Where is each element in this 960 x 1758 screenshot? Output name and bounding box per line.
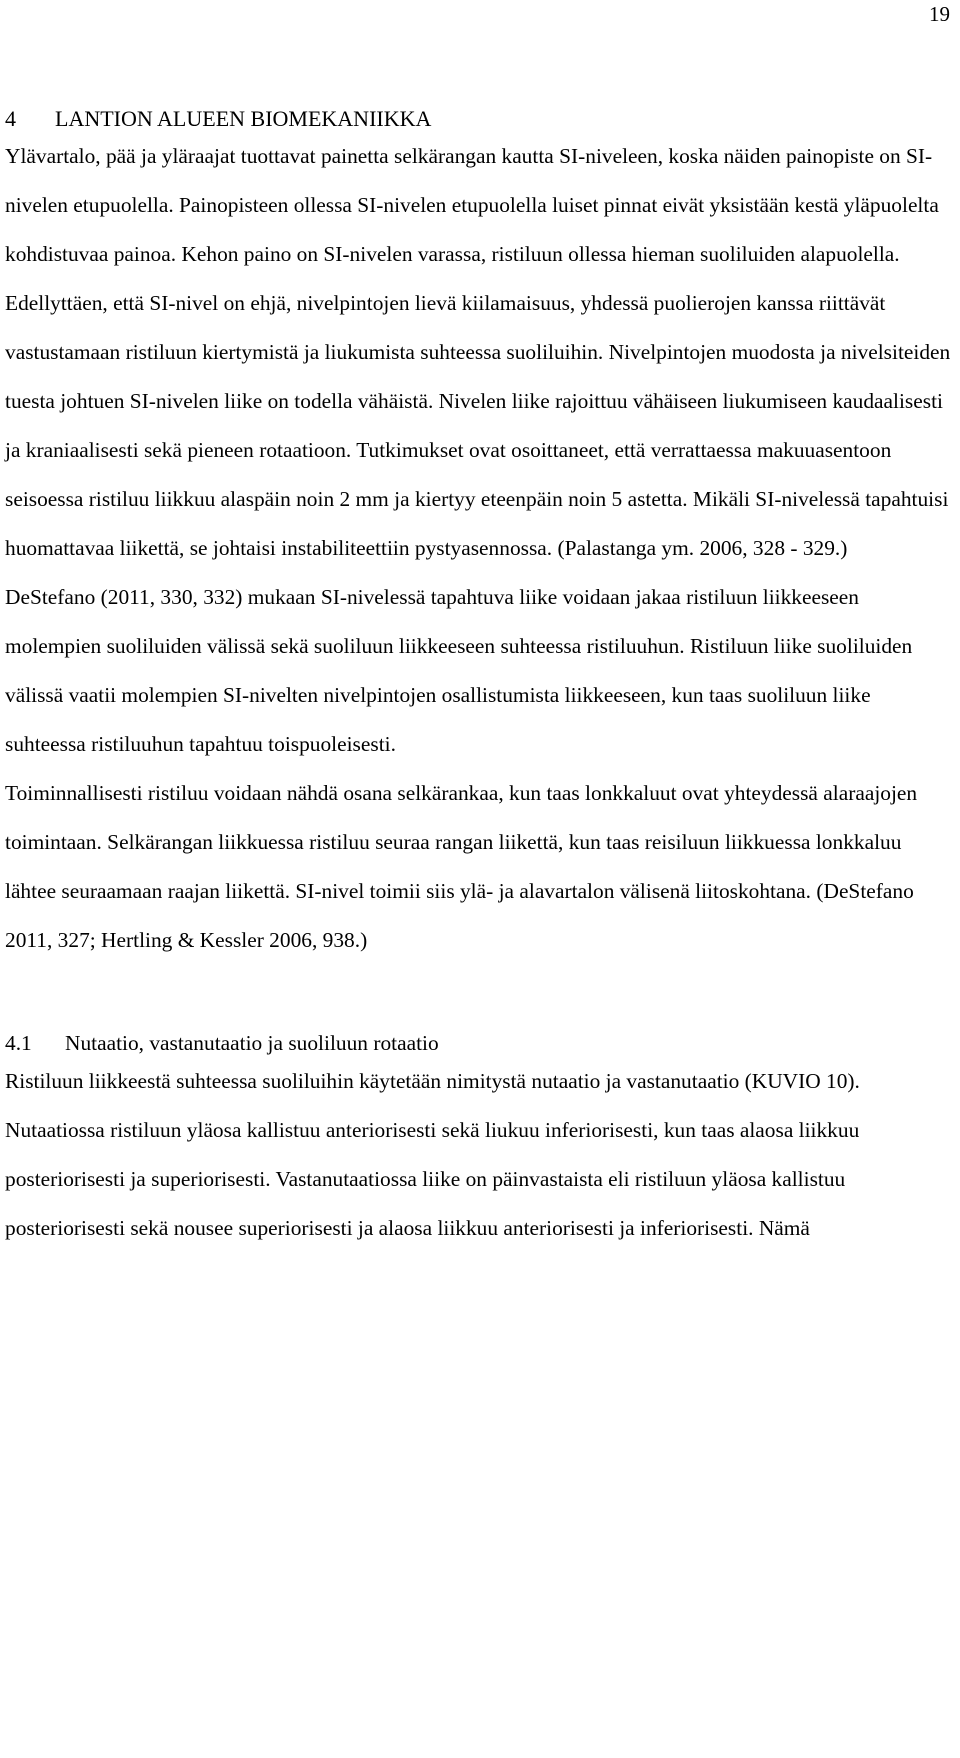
paragraph-functional-role: Toiminnallisesti ristiluu voidaan nähdä osana selkärankaa, kun taas lonkkaluut ovat yhteydessä alaraajojen toimintaan. Selkärangan liikkuessa ristiluu seuraa rangan liikettä, kun taas reisiluun liikkuessa lonkkaluu lähtee seuraamaan raajan liikettä. SI-nivel toimii siis ylä- ja alavartalon välisenä liitoskohtana. (DeStefano 2011, 327; Hertling & Kessler 2006, 938.) xyxy=(5,781,918,953)
document-body xyxy=(5,106,955,1253)
paragraph-si-joint-load: Ylävartalo, pää ja yläraajat tuottavat painetta selkärangan kautta SI-niveleen, koska näiden painopiste on SI-nivelen etupuolella. Painopisteen ollessa SI-nivelen etupuolella luiset pinnat eivät yksistään kestä yläpuolelta kohdistuvaa painoa. Kehon paino on SI-nivelen varassa, ristiluun ollessa hieman suoliluiden alapuolella. Edellyttäen, että SI-nivel on ehjä, nivelpintojen lievä kiilamaisuus, yhdessä puolierojen kanssa riittävät vastustamaan ristiluun kiertymistä ja liukumista suhteessa suoliluihin. Nivelpintojen muodosta ja nivelsiteiden tuesta johtuen SI-nivelen liike on todella vähäistä. Nivelen liike rajoittuu vähäiseen liukumiseen kaudaalisesti ja kraniaalisesti sekä pieneen rotaatioon. Tutkimukset ovat osoittaneet, että verrattaessa makuuasentoon seisoessa ristiluu liikkuu alaspäin noin 2 mm ja kiertyy eteenpäin noin 5 astetta. Mikäli SI-nivelessä tapahtuisi huomattavaa liikettä, se johtaisi instabiliteettiin pystyasennossa. (Palastanga ym. 2006, 328 - 329.) xyxy=(5,144,951,561)
paragraph-nutation: Ristiluun liikkeestä suhteessa suoliluihin käytetään nimitystä nutaatio ja vastanutaatio (KUVIO 10). Nutaatiossa ristiluun yläosa kallistuu anteriorisesti sekä liukuu inferiorisesti, kun taas alaosa liikkuu posteriorisesti ja superiorisesti. Vastanutaatiossa liike on päinvastaista eli ristiluun yläosa kallistuu posteriorisesti sekä nousee superiorisesti ja alaosa liikkuu anteriorisesti ja inferiorisesti. Nämä xyxy=(5,1069,860,1241)
section-heading xyxy=(5,1031,955,1057)
section-number: 4.1 xyxy=(5,1031,32,1056)
section-title: Nutaatio, vastanutaatio ja suoliluun rotaatio xyxy=(65,1031,439,1056)
paragraph-destefano-movement: DeStefano (2011, 330, 332) mukaan SI-nivelessä tapahtuva liike voidaan jakaa ristiluun liikkeeseen molempien suoliluiden välissä sekä suoliluun liikkeeseen suhteessa ristiluuhun. Ristiluun liike suoliluiden välissä vaatii molempien SI-nivelten nivelpintojen osallistumista liikkeeseen, kun taas suoliluun liike suhteessa ristiluuhun tapahtuu toispuoleisesti. xyxy=(5,585,913,757)
chapter-number: 4 xyxy=(5,106,16,131)
chapter-heading xyxy=(5,106,955,132)
page-number: 19 xyxy=(929,2,950,26)
chapter-title: LANTION ALUEEN BIOMEKANIIKKA xyxy=(55,106,432,131)
